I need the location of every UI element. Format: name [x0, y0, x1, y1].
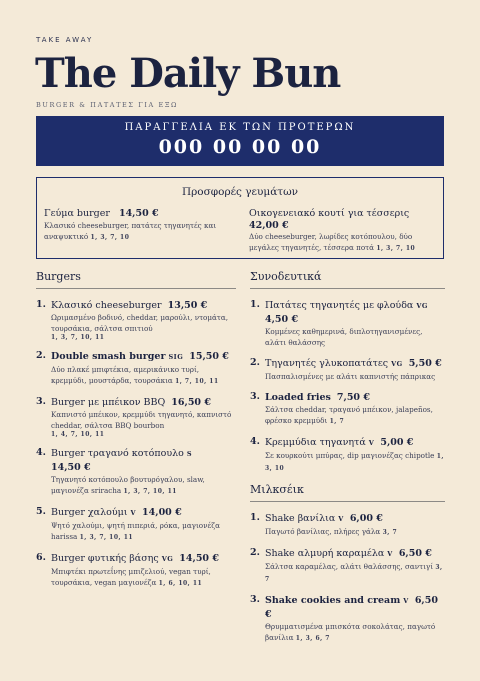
- item-price: 14,50 €: [179, 553, 219, 564]
- menu-item: [250, 299, 445, 348]
- burgers-section: [36, 270, 236, 598]
- menu-item: [250, 357, 445, 382]
- item-number: 2.: [250, 357, 260, 368]
- menu-item: [36, 299, 236, 341]
- offer-name: Οικογενειακό κουτί για τέσσερις: [249, 208, 410, 219]
- offer-name: Γεύμα burger: [44, 208, 110, 219]
- item-allergens: 1, 7, 10, 11: [175, 378, 219, 385]
- item-name: Shake cookies and cream: [265, 595, 401, 606]
- item-desc: Σάλτσα καραμέλας, αλάτι θαλάσσης, σαντιγί: [265, 562, 434, 571]
- item-tag: VG: [416, 302, 428, 310]
- item-price: 13,50 €: [167, 300, 208, 311]
- preorder-label: ΠΑΡΑΓΓΕΛΙΑ ΕΚ ΤΩΝ ΠΡΟΤΕΡΩΝ: [124, 122, 356, 133]
- menu-item: [250, 391, 445, 427]
- meal-offers-box: [36, 177, 444, 259]
- item-allergens: 1, 6, 10, 11: [158, 580, 203, 587]
- item-tag: V: [130, 509, 137, 517]
- item-number: 4.: [250, 436, 260, 447]
- item-desc: Ψητό χαλούμι, ψητή πιπεριά, ρόκα, μαγιονέζα harissa: [51, 521, 220, 541]
- item-number: 1.: [250, 512, 260, 523]
- offer-allergens: 1, 3, 7, 10: [90, 234, 130, 241]
- item-allergens: 1, 4, 7, 10, 11: [51, 431, 105, 438]
- offer-item: [44, 207, 234, 243]
- menu-item: [36, 506, 236, 543]
- sides-shakes-column: [250, 270, 445, 653]
- item-price: 14,00 €: [142, 507, 182, 518]
- item-desc: Δύο πλακέ μπιφτέκια, αμερικάνικο τυρί, κρεμμύδι, μουστάρδα, τουρσάκια: [51, 365, 200, 385]
- offer-allergens: 1, 3, 7, 10: [376, 245, 416, 252]
- item-name: Πατάτες τηγανητές με φλούδα: [265, 300, 414, 311]
- item-number: 2.: [250, 547, 260, 558]
- menu-item: [36, 350, 236, 387]
- item-desc: Σάλτσα cheddar, τραγανό μπέικον, jalapeños, φρέσκο κρεμμύδι: [265, 405, 433, 425]
- item-number: 4.: [36, 447, 46, 458]
- item-tag: VG: [391, 360, 403, 368]
- item-desc: Τηγανητό κοτόπουλο βουτυρόγαλου, slaw, μαγιονέζα sriracha: [51, 475, 205, 495]
- item-allergens: 1, 3, 7, 10, 11: [79, 534, 134, 541]
- item-name: Double smash burger: [51, 351, 166, 362]
- item-allergens: 1, 3, 7, 10, 11: [123, 488, 177, 495]
- menu-item: [250, 547, 445, 585]
- item-desc: Πασπαλισμένες με αλάτι καπνιστής πάπρικας: [265, 372, 436, 381]
- item-number: 3.: [36, 396, 46, 407]
- item-desc: Σε κουρκούτι μπύρας, dip μαγιονέζας chipotle: [265, 451, 435, 460]
- item-name: Loaded fries: [265, 392, 331, 403]
- item-desc: Θρυμματισμένα μπισκότα σοκολάτας, παγωτό βανίλια: [265, 622, 436, 642]
- item-tag: V: [403, 597, 409, 605]
- item-desc: Ωριμασμένο βοδινό, cheddar, μαρούλι, ντομάτα, τουρσάκια, σάλτσα σπιτιού: [51, 313, 229, 333]
- item-price: 5,00 €: [380, 437, 414, 448]
- item-number: 6.: [36, 552, 46, 563]
- offer-price: 14,50 €: [118, 208, 159, 219]
- item-name: Τηγανητές γλυκοπατάτες: [265, 358, 389, 369]
- item-allergens: 1, 3, 7, 10, 11: [51, 334, 105, 341]
- item-allergens: 1, 3, 6, 7: [295, 635, 330, 642]
- item-price: 6,50 €: [265, 595, 438, 620]
- item-number: 1.: [250, 299, 260, 310]
- takeaway-label: TAKE AWAY: [36, 36, 94, 44]
- menu-item: [250, 512, 445, 538]
- item-price: 4,50 €: [265, 314, 299, 325]
- section-title-shakes: Μιλκσέικ: [250, 483, 445, 502]
- item-allergens: 3, 7: [265, 564, 443, 583]
- item-number: 1.: [36, 299, 46, 310]
- section-title-sides: Συνοδευτικά: [250, 270, 445, 289]
- item-name: Shake βανίλια: [265, 513, 336, 524]
- offers-title: Προσφορές γευμάτων: [181, 186, 299, 198]
- item-price: 15,50 €: [189, 351, 229, 362]
- item-price: 7,50 €: [336, 392, 370, 403]
- menu-item: [250, 436, 445, 474]
- item-name: Shake αλμυρή καραμέλα: [265, 548, 385, 559]
- item-number: 5.: [36, 506, 46, 517]
- item-allergens: 1, 3, 10: [265, 453, 444, 472]
- section-title-burgers: Burgers: [36, 270, 236, 289]
- menu-item: [36, 447, 236, 497]
- offer-desc: Δύο cheeseburger, λωρίδες κοτόπουλου, δύο μεγάλες τηγανητές, τέσσερα ποτά: [249, 232, 413, 252]
- item-price: 16,50 €: [171, 397, 211, 408]
- menu-item: [36, 396, 236, 438]
- offer-item: [249, 207, 439, 254]
- item-price: 14,50 €: [51, 462, 91, 473]
- item-number: 3.: [250, 391, 260, 402]
- item-number: 3.: [250, 594, 260, 605]
- brand-subtitle: BURGER & ΠΑΤΑΤΕΣ ΓΙΑ ΕΞΩ: [36, 101, 178, 109]
- item-desc: Καπνιστό μπέικον, κρεμμύδι τηγανητό, καπνιστό cheddar, σάλτσα BBQ bourbon: [51, 410, 232, 430]
- item-allergens: 1, 7: [329, 418, 345, 425]
- item-desc: Κομμένες καθημερινά, διπλοτηγανισμένες, αλάτι θαλάσσης: [265, 327, 423, 347]
- item-tag: V: [338, 515, 344, 523]
- item-tag: S: [186, 450, 193, 458]
- preorder-banner: [36, 116, 444, 166]
- brand-title: The Daily Bun: [35, 50, 341, 97]
- item-price: 6,00 €: [349, 513, 383, 524]
- item-name: Κρεμμύδια τηγανητά: [265, 437, 366, 448]
- item-desc: Παγωτό βανίλιας, πλήρες γάλα: [265, 527, 381, 536]
- item-tag: V: [368, 439, 375, 447]
- offer-price: 42,00 €: [249, 220, 289, 231]
- item-number: 2.: [36, 350, 46, 361]
- offer-desc: Κλασικό cheeseburger, πατάτες τηγανητές και αναψυκτικό: [44, 221, 217, 241]
- item-tag: SIG: [168, 353, 184, 361]
- item-name: Burger με μπέικον BBQ: [51, 397, 166, 408]
- item-name: Κλασικό cheeseburger: [51, 300, 162, 311]
- item-desc: Μπιφτέκι πρωτεΐνης μπιζελιού, vegan τυρί, τουρσάκια, vegan μαγιονέζα: [51, 567, 211, 587]
- item-name: Burger φυτικής βάσης: [51, 553, 159, 564]
- item-price: 6,50 €: [398, 548, 432, 559]
- item-tag: V: [387, 550, 393, 558]
- menu-item: [36, 552, 236, 589]
- item-allergens: 3, 7: [382, 529, 398, 536]
- item-name: Burger χαλούμι: [51, 507, 128, 518]
- preorder-phone[interactable]: 000 00 00 00: [158, 136, 322, 158]
- item-name: Burger τραγανό κοτόπουλο: [51, 448, 184, 459]
- item-price: 5,50 €: [408, 358, 442, 369]
- menu-item: [250, 594, 445, 644]
- item-tag: VG: [161, 555, 174, 563]
